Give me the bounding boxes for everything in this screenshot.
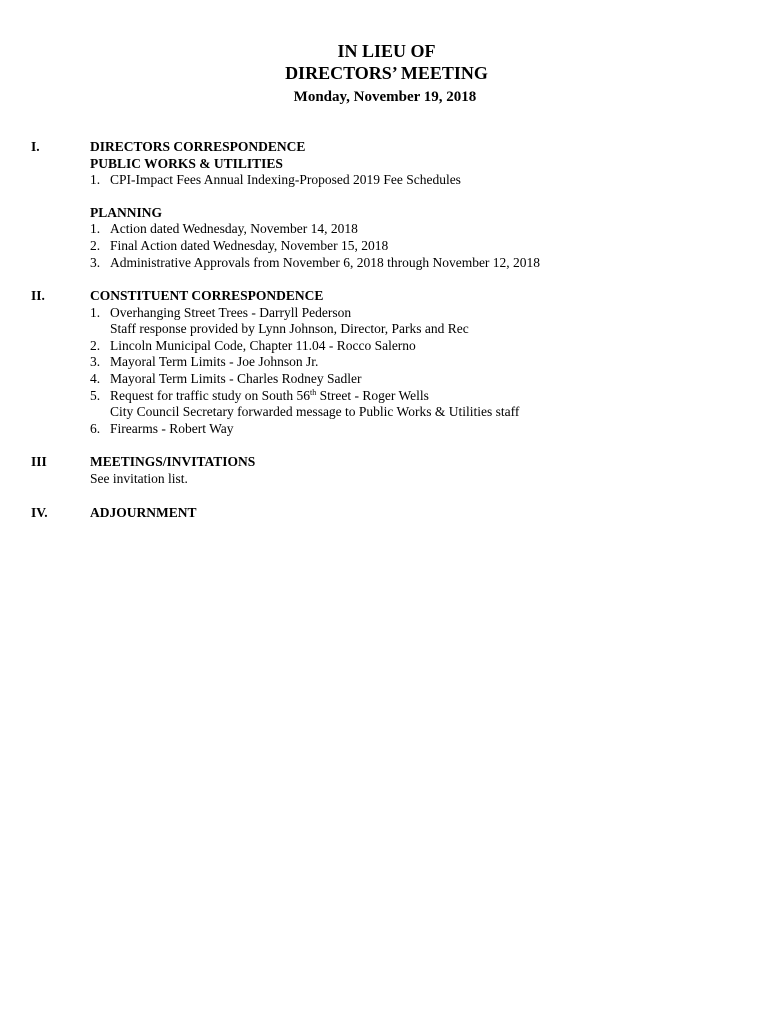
list-item	[90, 305, 750, 322]
meeting-date: Monday, November 19, 2018	[293, 89, 477, 105]
list-item	[90, 338, 750, 355]
section-text: See invitation list.	[90, 470, 188, 486]
section-numeral: IV.	[31, 505, 48, 520]
list-item-text: Action dated Wednesday, November 14, 2018	[110, 221, 358, 237]
list-item-number: 1.	[90, 304, 101, 320]
list-item-number: 2.	[90, 237, 101, 253]
section-body	[90, 288, 750, 437]
section-heading: MEETINGS/INVITATIONS	[90, 454, 256, 469]
section-heading: DIRECTORS CORRESPONDENCE	[90, 139, 306, 154]
section-body	[90, 505, 750, 522]
subsection-heading-planning: PLANNING	[90, 204, 163, 220]
list-item	[90, 421, 750, 438]
list-item-text: CPI-Impact Fees Annual Indexing-Proposed 2019 Fee Schedules	[110, 172, 461, 188]
list-item-text-end: Street - Roger Wells	[316, 387, 429, 403]
list-item-note: City Council Secretary forwarded message to Public Works & Utilities staff	[110, 404, 520, 420]
list-item-text	[110, 388, 429, 405]
list-item-number: 3.	[90, 254, 101, 270]
list-item-text-start: Request for traffic study on South 56	[110, 387, 310, 403]
list-item-text: Administrative Approvals from November 6, 2018 through November 12, 2018	[110, 254, 541, 270]
list-item	[90, 221, 750, 238]
list-item-text: Final Action dated Wednesday, November 15, 2018	[110, 237, 389, 253]
ordinal-suffix: th	[309, 387, 317, 397]
title-line-1: IN LIEU OF	[337, 41, 436, 61]
list-item-number: 3.	[90, 354, 101, 370]
list-item-number: 1.	[90, 172, 101, 188]
section-body	[90, 454, 750, 487]
subsection-heading-public-works: PUBLIC WORKS & UTILITIES	[90, 155, 283, 171]
section-heading: ADJOURNMENT	[90, 505, 197, 520]
list-item-number: 1.	[90, 221, 101, 237]
list-item-text: Lincoln Municipal Code, Chapter 11.04 - Rocco Salerno	[110, 337, 416, 353]
list-item-number: 4.	[90, 370, 101, 386]
section-numeral: I.	[31, 139, 40, 154]
list-item-text: Mayoral Term Limits - Charles Rodney Sadler	[110, 370, 362, 386]
list-item-number: 2.	[90, 337, 101, 353]
list-item	[90, 172, 750, 189]
list-item-text: Mayoral Term Limits - Joe Johnson Jr.	[110, 354, 319, 370]
section-numeral: II.	[31, 288, 45, 303]
section-body	[90, 139, 750, 271]
list-item-text: Overhanging Street Trees - Darryll Pederson	[110, 304, 352, 320]
section-heading: CONSTITUENT CORRESPONDENCE	[90, 288, 324, 303]
list-item	[90, 371, 750, 388]
list-item-number: 6.	[90, 420, 101, 436]
list-item	[90, 238, 750, 255]
list-item-number: 5.	[90, 387, 101, 403]
title-block	[0, 40, 770, 107]
list-item	[90, 255, 750, 272]
title-line-2: DIRECTORS’ MEETING	[285, 63, 488, 83]
list-item	[90, 388, 750, 405]
list-item	[90, 354, 750, 371]
list-item-note: Staff response provided by Lynn Johnson, Director, Parks and Rec	[110, 321, 469, 337]
section-numeral: III	[31, 454, 47, 469]
list-item-text: Firearms - Robert Way	[110, 420, 234, 436]
